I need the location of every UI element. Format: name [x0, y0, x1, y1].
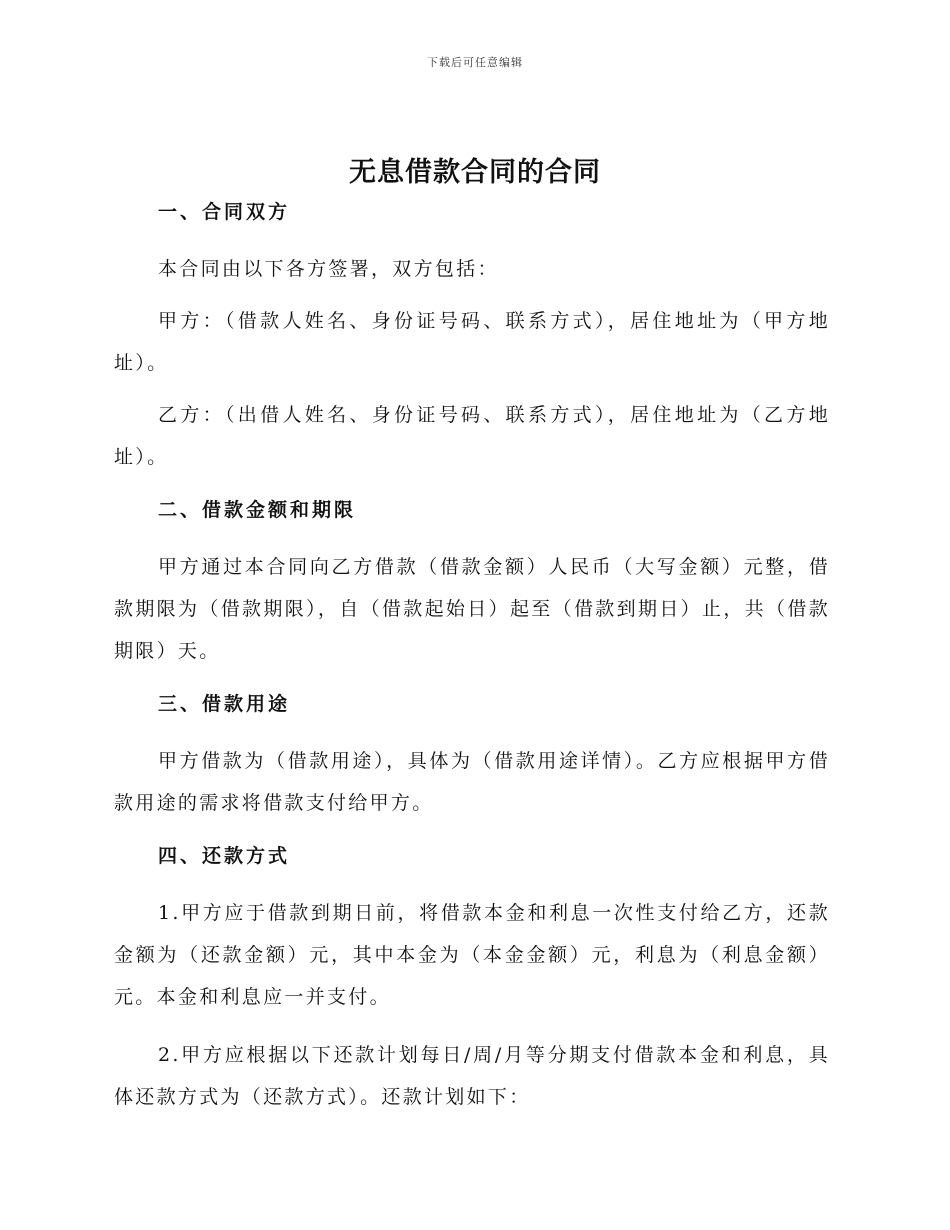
section-repayment [114, 840, 830, 1118]
document-body [114, 196, 830, 1128]
paragraph: 甲方通过本合同向乙方借款（借款金额）人民币（大写金额）元整，借款期限为（借款期限），自（借款起始日）起至（借款到期日）止，共（借款期限）天。 [114, 556, 830, 662]
section-parties [114, 196, 830, 478]
section-heading: 四、还款方式 [158, 845, 291, 867]
section-loan-purpose [114, 688, 830, 824]
document-title: 无息借款合同的合同 [349, 157, 601, 188]
paragraph: 甲方：（借款人姓名、身份证号码、联系方式），居住地址为（甲方地址）。 [114, 310, 830, 374]
paragraph: 1.甲方应于借款到期日前，将借款本金和利息一次性支付给乙方，还款金额为（还款金额）元，其中本金为（本金金额）元，利息为（利息金额）元。本金和利息应一并支付。 [114, 902, 830, 1008]
section-heading: 三、借款用途 [158, 693, 291, 715]
section-heading: 一、合同双方 [158, 201, 291, 223]
paragraph: 2.甲方应根据以下还款计划每日/周/月等分期支付借款本金和利息，具体还款方式为（还款方式）。还款计划如下： [114, 1044, 830, 1108]
paragraph: 甲方借款为（借款用途），具体为（借款用途详情）。乙方应根据甲方借款用途的需求将借款支付给甲方。 [114, 750, 830, 814]
page-header-note: 下载后可任意编辑 [427, 56, 523, 69]
paragraph: 乙方：（出借人姓名、身份证号码、联系方式），居住地址为（乙方地址）。 [114, 404, 830, 468]
section-heading: 二、借款金额和期限 [158, 499, 357, 521]
paragraph: 本合同由以下各方签署，双方包括： [158, 258, 499, 280]
section-loan-amount-term [114, 494, 830, 672]
